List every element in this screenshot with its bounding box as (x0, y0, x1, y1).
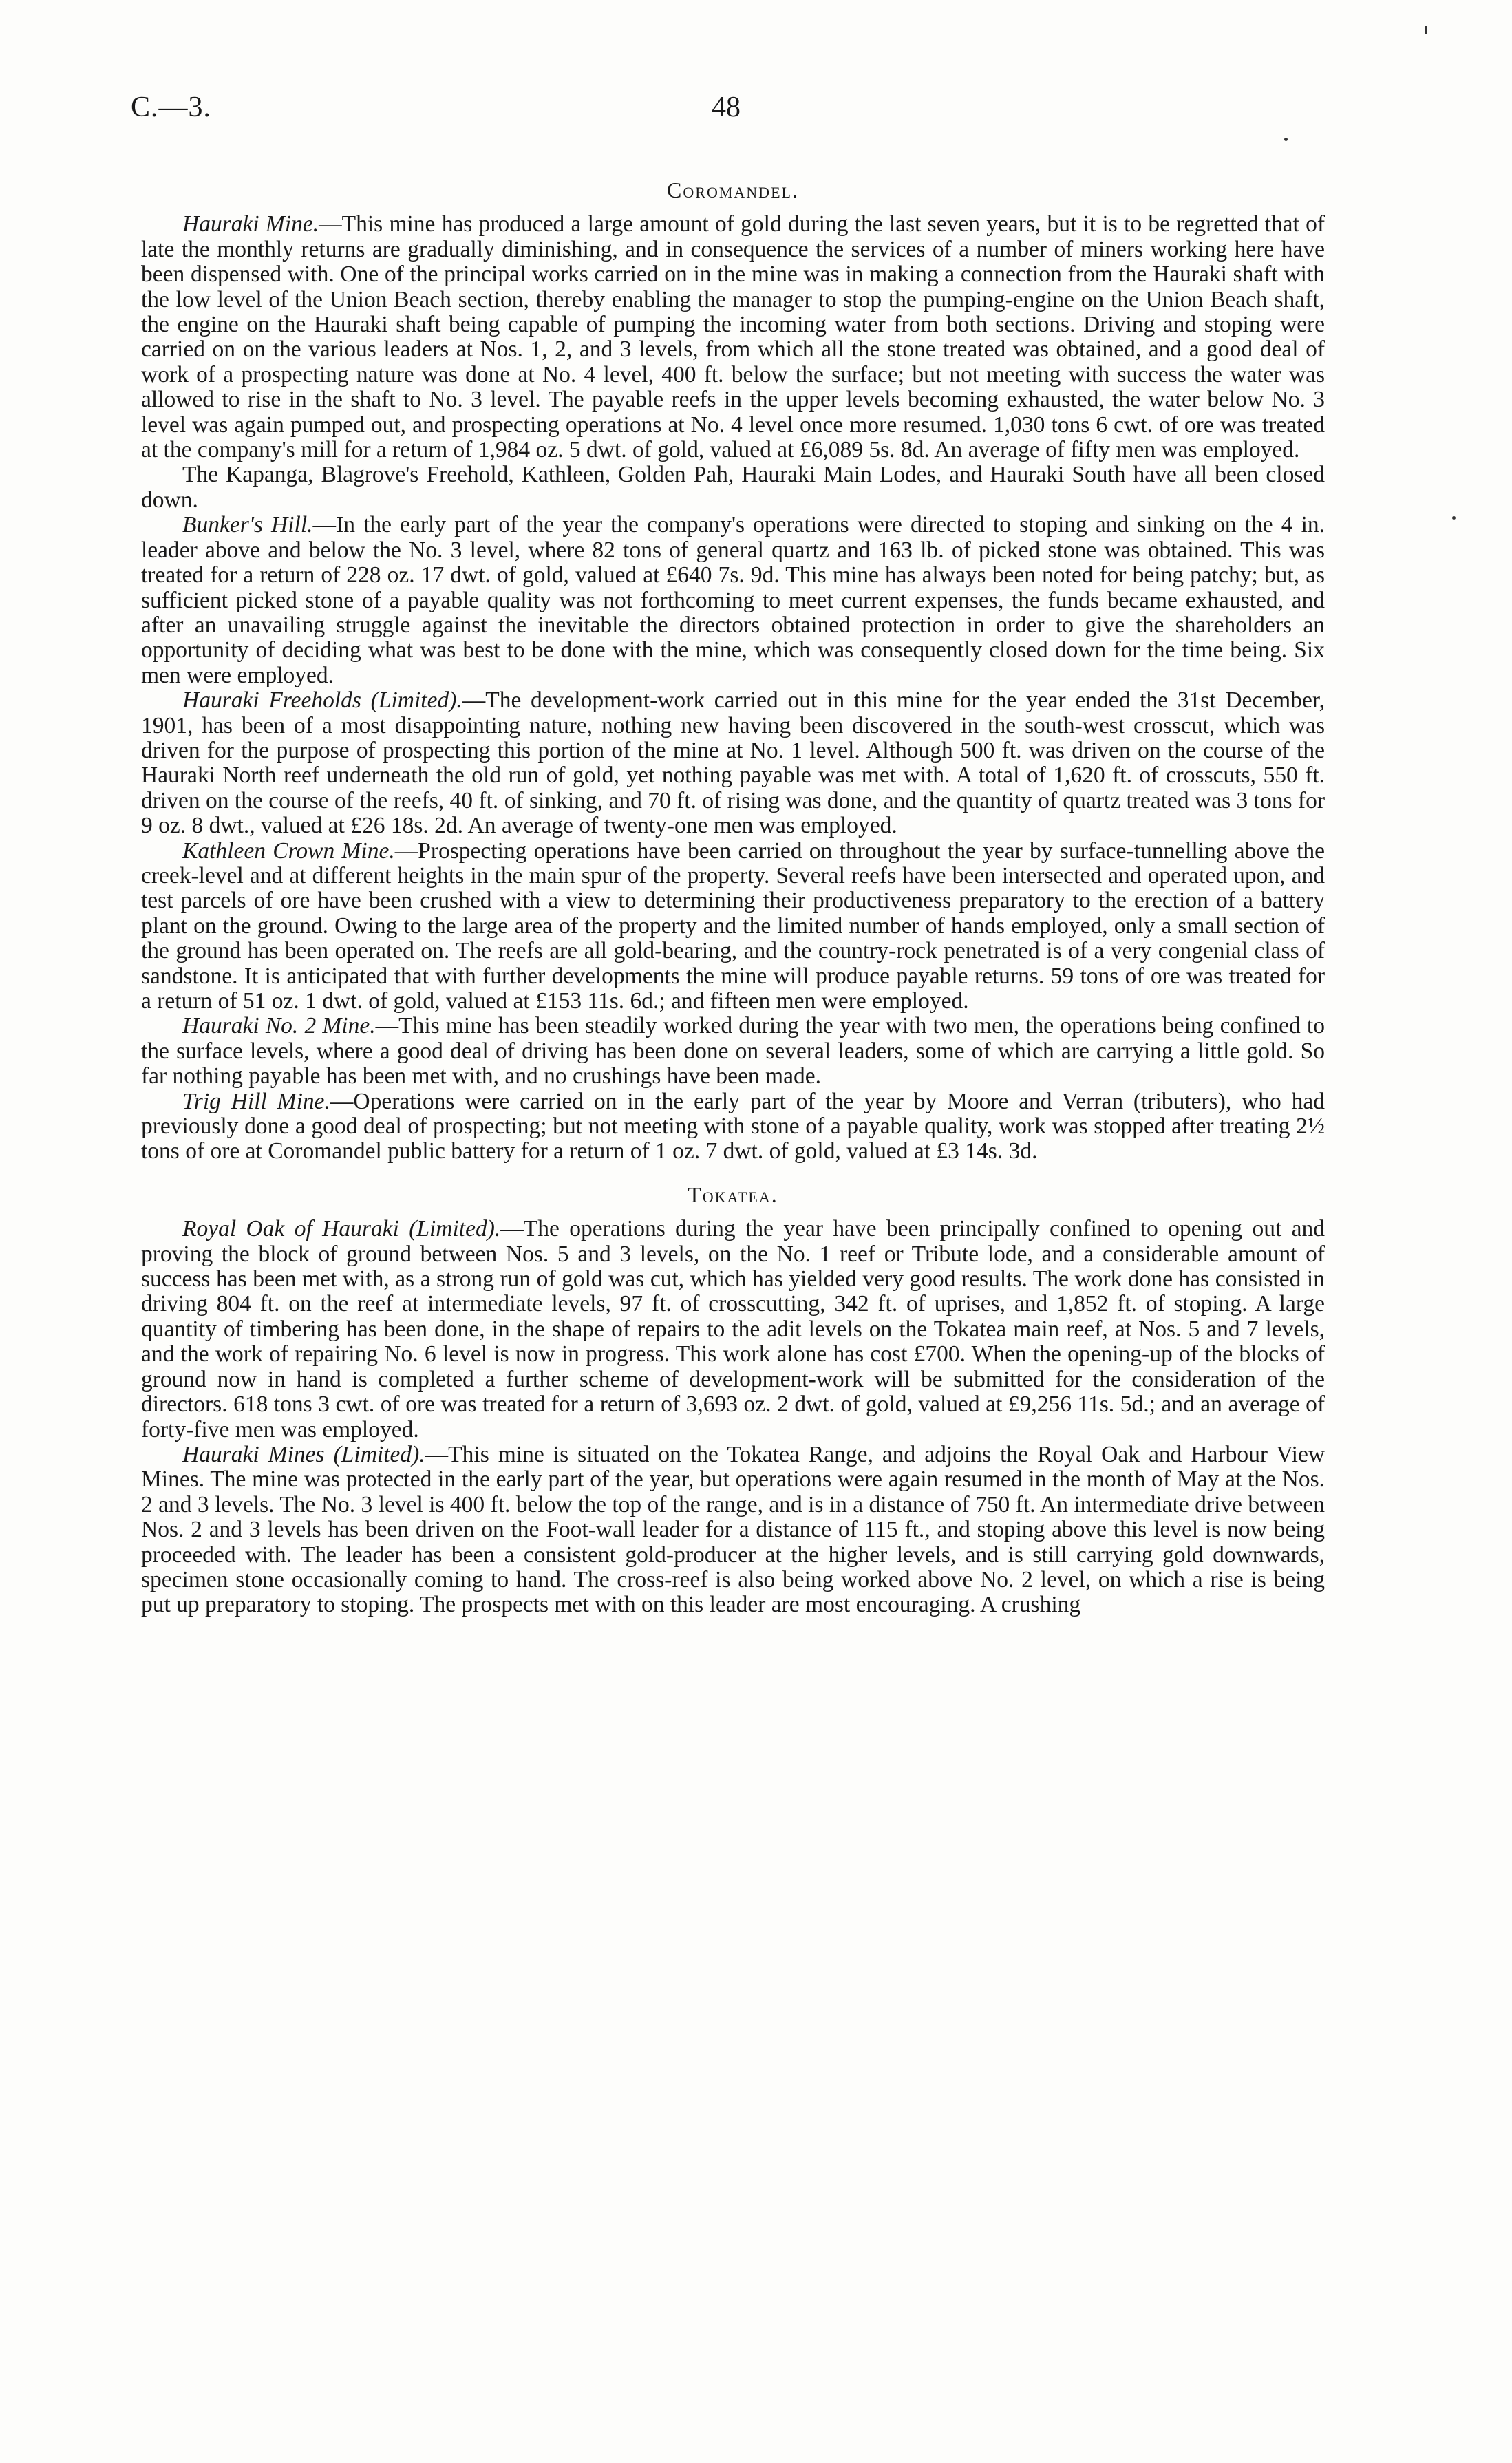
paragraph-text: —In the early part of the year the company's operations were directed to stoping and sinking on the 4 in. leader above and below the No. 3 level, where 82 tons of general quartz and 163 lb. of picked stone was obtained. This was treated for a return of 228 oz. 17 dwt. of gold, valued at £640 7s. 9d. This mine has always been noted for being patchy; but, as sufficient picked stone of a payable quality was not forthcoming to meet current expenses, the funds became exhausted, and after an unavailing struggle against the inevitable the directors obtained protection in order to give the shareholders an opportunity of deciding what was best to be done with the mine, which was consequently closed down for the time being. Six men were employed. (141, 512, 1325, 688)
paragraph-text: —Operations were carried on in the early part of the year by Moore and Verran (tributers), who had previously done a good deal of prospecting; but not meeting with stone of a payable quality, work was stopped after treating 2½ tons of ore at Coromandel public battery for a return of 1 oz. 7 dwt. of gold, valued at £3 14s. 3d. (141, 1088, 1325, 1164)
scan-speck (1452, 516, 1456, 520)
page-header (131, 91, 1321, 139)
mine-name: Trig Hill Mine. (182, 1088, 330, 1114)
mine-name: Bunker's Hill. (182, 512, 313, 538)
paragraph-text: —The development-work carried out in this mine for the year ended the 31st December, 1901, has been of a most disappointing nature, nothing new having been discovered in the south-west crosscut, which was driven for the purpose of prospecting this portion of the mine at No. 1 level. Although 500 ft. was driven on the course of the Hauraki North reef underneath the old run of gold, yet nothing payable was met with. A total of 1,620 ft. of crosscuts, 550 ft. driven on the course of the reefs, 40 ft. of sinking, and 70 ft. of rising was done, and the quantity of quartz treated was 3 tons for 9 oz. 8 dwt., valued at £26 18s. 2d. An average of twenty-one men was employed. (141, 687, 1325, 839)
section-heading-tokatea: Tokatea. (688, 1182, 778, 1207)
paragraph-hauraki-no2 (141, 1014, 1325, 1089)
scan-speck (1284, 138, 1288, 141)
scan-speck (1425, 26, 1427, 34)
paragraph-hauraki-freeholds (141, 688, 1325, 838)
report-reference: C.—3. (131, 92, 212, 123)
paragraph-text: —This mine is situated on the Tokatea Range, and adjoins the Royal Oak and Harbour View Mines. The mine was protected in the early part of the year, but operations were again resumed in the month of May at the Nos. 2 and 3 levels. The No. 3 level is 400 ft. below the top of the range, and is in a distance of 750 ft. An intermediate drive between Nos. 2 and 3 levels has been driven on the Foot-wall leader for a distance of 115 ft., and stoping above this level is now being proceeded with. The leader has been a consistent gold-producer at the higher levels, and is still carrying gold downwards, specimen stone occasionally coming to hand. The cross-reef is also being worked above No. 2 level, on which a rise is being put up preparatory to stoping. The prospects met with on this leader are most encouraging. A crushing (141, 1441, 1325, 1618)
paragraph-bunkers-hill (141, 513, 1325, 688)
paragraph-text: The Kapanga, Blagrove's Freehold, Kathleen, Golden Pah, Hauraki Main Lodes, and Hauraki South have all been closed down. (141, 462, 1325, 513)
paragraph-royal-oak (141, 1217, 1325, 1442)
section-heading-coromandel: Coromandel. (667, 178, 799, 202)
paragraph-text: —This mine has been steadily worked during the year with two men, the operations being confined to the surface levels, where a good deal of driving has been done on several leaders, some of which are carrying a little gold. So far nothing payable has been met with, and no crushings have been made. (141, 1013, 1325, 1089)
mine-name: Hauraki No. 2 Mine. (182, 1013, 376, 1039)
mine-name: Hauraki Mine. (182, 211, 319, 237)
mine-name: Hauraki Mines (Limited). (182, 1441, 425, 1467)
page-body (141, 173, 1325, 1618)
mine-name: Kathleen Crown Mine. (182, 838, 395, 864)
paragraph-text: —This mine has produced a large amount of gold during the last seven years, but it is to be regretted that of late the monthly returns are gradually diminishing, and in consequence the services of a number of miners working here have been dispensed with. One of the principal works carried on in the mine was in making a connection from the Hauraki shaft with the low level of the Union Beach section, thereby enabling the manager to stop the pumping-engine on the Union Beach shaft, the engine on the Hauraki shaft being capable of pumping the incoming water from both sections. Driving and stoping were carried on on the various leaders at Nos. 1, 2, and 3 levels, from which all the stone treated was obtained, and a good deal of work of a prospecting nature was done at No. 4 level, 400 ft. below the surface; but not meeting with success the water was allowed to rise in the shaft to No. 3 level. The payable reefs in the upper levels becoming exhausted, the water below No. 3 level was again pumped out, and prospecting operations at No. 4 level once more resumed. 1,030 tons 6 cwt. of ore was treated at the company's mill for a return of 1,984 oz. 5 dwt. of gold, valued at £6,089 5s. 8d. An average of fifty men was employed. (141, 211, 1325, 463)
paragraph-hauraki-mines (141, 1442, 1325, 1618)
page-number: 48 (712, 92, 741, 123)
mine-name: Hauraki Freeholds (Limited). (182, 687, 462, 714)
paragraph-hauraki-mine (141, 212, 1325, 462)
paragraph-closed-mines (141, 462, 1325, 513)
mine-name: Royal Oak of Hauraki (Limited). (182, 1216, 501, 1242)
paragraph-text: —The operations during the year have been principally confined to opening out and proving the block of ground between Nos. 5 and 3 levels, on the No. 1 reef or Tribute lode, and a considerable amount of success has been met with, as a strong run of gold was cut, which has yielded very good results. The work done has consisted in driving 804 ft. on the reef at intermediate levels, 97 ft. of crosscutting, 342 ft. of uprises, and 1,852 ft. of stoping. A large quantity of timbering has been done, in the shape of repairs to the adit levels on the Tokatea main reef, at Nos. 5 and 7 levels, and the work of repairing No. 6 level is now in progress. This work alone has cost £700. When the opening-up of the blocks of ground now in hand is completed a further scheme of development-work will be submitted for the consideration of the directors. 618 tons 3 cwt. of ore was treated for a return of 3,693 oz. 2 dwt. of gold, valued at £9,256 11s. 5d.; and an average of forty-five men was employed. (141, 1216, 1325, 1442)
paragraph-trig-hill (141, 1089, 1325, 1164)
paragraph-kathleen-crown (141, 839, 1325, 1014)
paragraph-text: —Prospecting operations have been carried on throughout the year by surface-tunnelling above the creek-level and at different heights in the main spur of the property. Several reefs have been intersected and operated upon, and test parcels of ore have been crushed with a view to determining their productiveness preparatory to the erection of a battery plant on the ground. Owing to the large area of the property and the limited number of hands employed, only a small section of the ground has been operated on. The reefs are all gold-bearing, and the country-rock penetrated is of a very congenial class of sandstone. It is anticipated that with further developments the mine will produce payable returns. 59 tons of ore was treated for a return of 51 oz. 1 dwt. of gold, valued at £153 11s. 6d.; and fifteen men were employed. (141, 838, 1325, 1014)
